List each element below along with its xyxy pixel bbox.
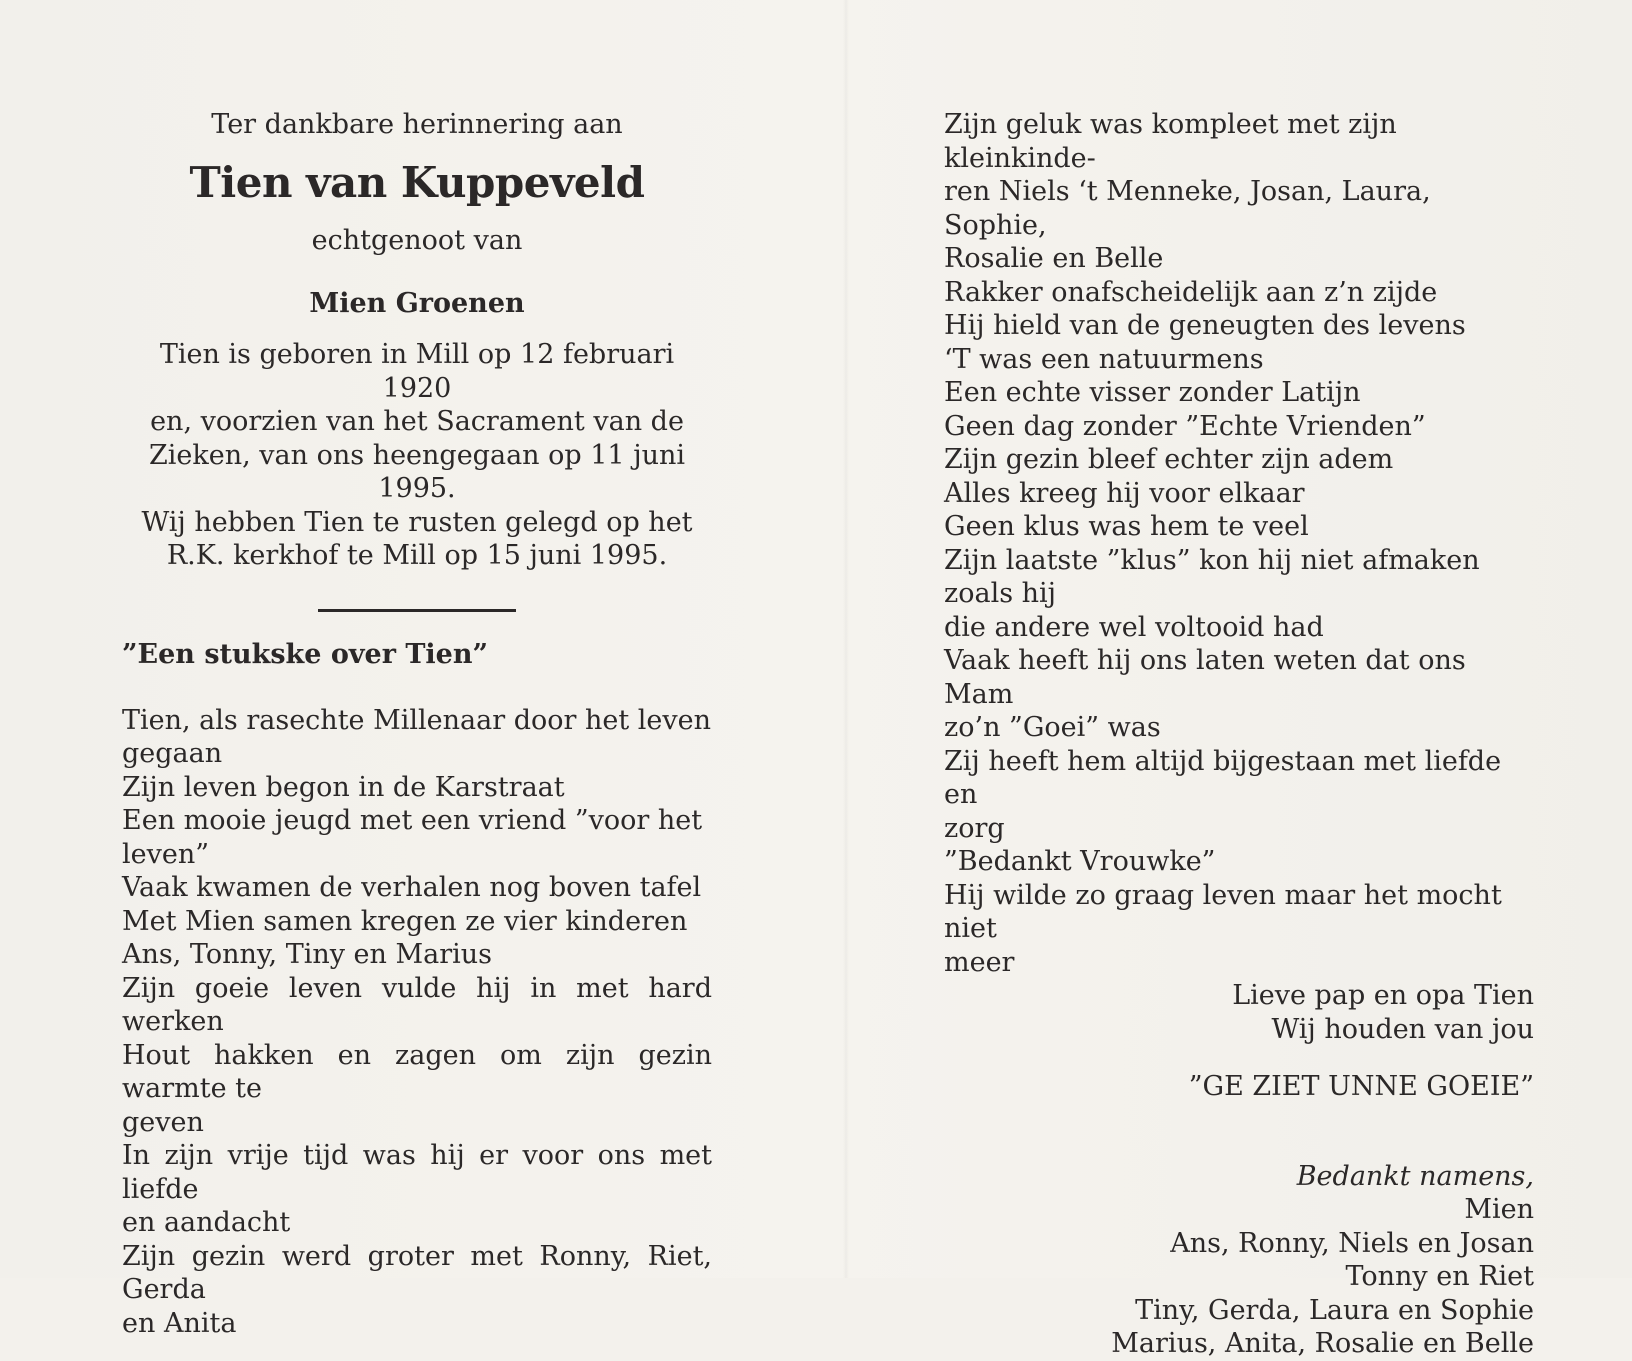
poem-line: Tien, als rasechte Millenaar door het leven	[122, 704, 712, 736]
family-line: Tonny en Riet	[1345, 1261, 1534, 1292]
family-line: Marius, Anita, Rosalie en Belle	[1111, 1328, 1534, 1359]
poem-line: Zijn gezin bleef echter zijn adem	[944, 444, 1394, 475]
poem-line: Hij wilde zo graag leven maar het mocht niet	[944, 879, 1502, 944]
poem-line: Zij heeft hem altijd bijgestaan met liefde en	[944, 745, 1502, 810]
bio-line: R.K. kerkhof te Mill op 15 juni 1995.	[166, 540, 668, 571]
poem-line: leven”	[122, 838, 210, 870]
poem-line: Zijn goeie leven vulde hij in met hard werken	[122, 972, 712, 1037]
poem-line: Vaak kwamen de verhalen nog boven tafel	[122, 872, 702, 903]
poem-line: In zijn vrije tijd was hij er voor ons met liefde	[122, 1140, 712, 1205]
deceased-name: Tien van Kuppeveld	[189, 158, 645, 207]
poem-line: Geen dag zonder ”Echte Vrienden”	[944, 410, 1426, 442]
poem-line: en Anita	[122, 1307, 237, 1339]
spouse-label: echtgenoot van	[311, 225, 523, 256]
poem-line: Zijn gezin werd groter met Ronny, Riet, Gerda	[122, 1240, 712, 1305]
poem-line: Hij hield van de geneugten des levens	[944, 310, 1466, 341]
family-line: Ans, Ronny, Niels en Josan	[1170, 1227, 1534, 1259]
poem-line: ”Bedankt Vrouwke”	[944, 846, 1216, 877]
bio-line: Wij hebben Tien te rusten gelegd op het	[141, 506, 693, 538]
poem-line: ‘T was een natuurmens	[944, 343, 1264, 375]
thanks-label: Bedankt namens,	[1296, 1160, 1534, 1192]
closing-line: Wij houden van jou	[1271, 1013, 1534, 1045]
biography	[122, 338, 712, 573]
poem-line: Rakker onafscheidelijk aan z’n zijde	[944, 276, 1438, 308]
poem-line: zorg	[944, 812, 1005, 844]
poem-line: Rosalie en Belle	[944, 243, 1164, 274]
poem-line: Een mooie jeugd met een vriend ”voor het	[122, 805, 703, 836]
poem-right	[944, 108, 1534, 979]
poem-line: Alles kreeg hij voor elkaar	[944, 477, 1305, 509]
poem-line: en aandacht	[122, 1207, 291, 1238]
left-panel	[122, 108, 712, 1340]
motto: ”GE ZIET UNNE GOEIE”	[1188, 1071, 1534, 1102]
poem-line: Een echte visser zonder Latijn	[944, 377, 1361, 408]
poem-title: ”Een stukske over Tien”	[122, 638, 489, 670]
card-fold	[843, 0, 849, 1278]
poem-line: Vaak heeft hij ons laten weten dat ons Mam	[944, 645, 1466, 710]
poem-line: Geen klus was hem te veel	[944, 511, 1309, 542]
poem-line: Zijn leven begon in de Karstraat	[122, 771, 565, 803]
family-line: Mien	[1464, 1194, 1534, 1225]
poem-line: Hout hakken en zagen om zijn gezin warmte te	[122, 1039, 712, 1104]
poem-line: Ans, Tonny, Tiny en Marius	[122, 939, 493, 970]
closing-line: Lieve pap en opa Tien	[1232, 980, 1534, 1011]
poem-line: Zijn geluk was kompleet met zijn kleinkinde-	[944, 109, 1397, 174]
poem-line: zo’n ”Goei” was	[944, 712, 1161, 743]
poem-left	[122, 704, 712, 1341]
spouse-name: Mien Groenen	[309, 288, 525, 319]
poem-line: Met Mien samen kregen ze vier kinderen	[122, 905, 688, 937]
intro-text: Ter dankbare herinnering aan	[211, 109, 623, 140]
poem-line: ren Niels ‘t Menneke, Josan, Laura, Sophie,	[944, 176, 1431, 241]
bio-line: Zieken, van ons heengegaan op 11 juni 1995.	[149, 439, 685, 504]
closing-lines	[944, 979, 1534, 1046]
poem-line: meer	[944, 946, 1015, 978]
family-line: Tiny, Gerda, Laura en Sophie	[1135, 1294, 1534, 1326]
divider	[318, 609, 516, 612]
family-list	[944, 1193, 1534, 1361]
bio-line: Tien is geboren in Mill op 12 februari 1920	[159, 339, 675, 404]
poem-line: die andere wel voltooid had	[944, 611, 1324, 643]
poem-line: Zijn laatste ”klus” kon hij niet afmaken zoals hij	[944, 544, 1480, 609]
right-panel	[944, 108, 1534, 1361]
poem-line: gegaan	[122, 738, 223, 769]
poem-line: geven	[122, 1106, 204, 1138]
bio-line: en, voorzien van het Sacrament van de	[150, 406, 684, 437]
